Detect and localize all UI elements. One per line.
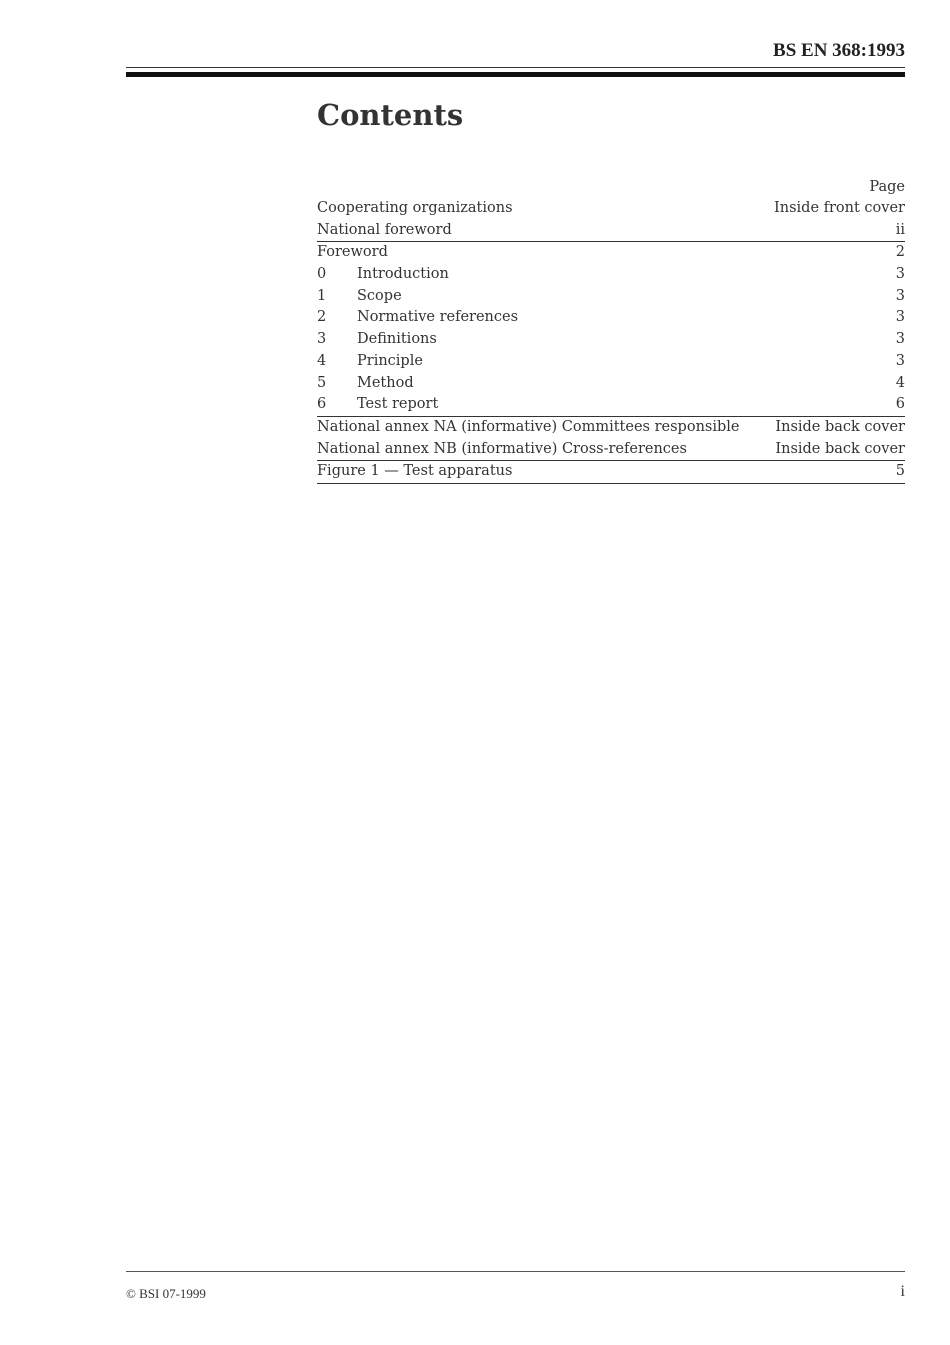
toc-entry-page: 2 [895,244,905,261]
toc-clause-entry[interactable] [317,394,905,416]
toc-entry-text: National foreword [317,221,452,238]
toc-entry-text: Figure 1 — Test apparatus [317,463,513,480]
toc-entry-page: 3 [895,287,905,304]
toc-entry-page: Inside back cover [775,440,905,457]
toc-entry-page: ii [895,221,905,238]
toc-entry-page: 5 [895,463,905,480]
toc-entry[interactable] [317,220,905,242]
toc-entry-page: Inside back cover [775,418,905,435]
header-rule-thin [126,67,905,68]
clause-number: 2 [317,309,327,326]
toc-figure-entry[interactable] [317,460,905,484]
toc-entry-text: National annex NB (informative) Cross-references [317,440,687,457]
page-column-heading: Page [869,179,905,195]
toc-entry-page: 6 [895,396,905,413]
toc-entry-page: 3 [895,331,905,348]
toc-clause-entry[interactable] [317,286,905,308]
toc-entry[interactable] [317,198,905,220]
page-number: i [900,1283,905,1300]
copyright-notice: © BSI 07-1999 [126,1286,206,1301]
table-of-contents [317,176,905,484]
clause-number: 1 [317,287,327,304]
toc-clause-entry[interactable] [317,351,905,373]
toc-entry-text: National annex NA (informative) Committees responsible [317,418,740,435]
toc-entry-text: Test report [357,396,439,413]
toc-annex-entry[interactable] [317,439,905,461]
toc-entry[interactable] [317,241,905,264]
toc-entry-page: 4 [895,374,905,391]
clause-number: 4 [317,352,327,369]
document-id: BS EN 368:1993 [773,40,905,61]
toc-entry-page: Inside front cover [774,200,905,216]
clause-number: 3 [317,331,327,348]
toc-entry-text: Method [357,374,414,391]
toc-clause-entry[interactable] [317,373,905,395]
toc-entry-text: Normative references [357,309,519,326]
toc-entry-text: Principle [357,352,423,369]
toc-entry-page: 3 [895,266,905,283]
clause-number: 6 [317,396,327,413]
toc-entry-text: Cooperating organizations [317,200,513,216]
header-rule-thick [126,72,905,77]
footer-rule [126,1271,905,1272]
toc-entry-text: Introduction [357,266,449,283]
toc-clause-entry[interactable] [317,329,905,351]
toc-annex-entry[interactable] [317,416,905,439]
toc-entry-page: 3 [895,352,905,369]
toc-entry-text: Foreword [317,244,388,261]
toc-clause-entry[interactable] [317,264,905,286]
clause-number: 0 [317,266,327,283]
toc-entry-text: Definitions [357,331,437,348]
toc-entry-text: Scope [357,287,402,304]
toc-clause-entry[interactable] [317,307,905,329]
toc-entry-page: 3 [895,309,905,326]
page-title: Contents [317,98,464,132]
clause-number: 5 [317,374,327,391]
